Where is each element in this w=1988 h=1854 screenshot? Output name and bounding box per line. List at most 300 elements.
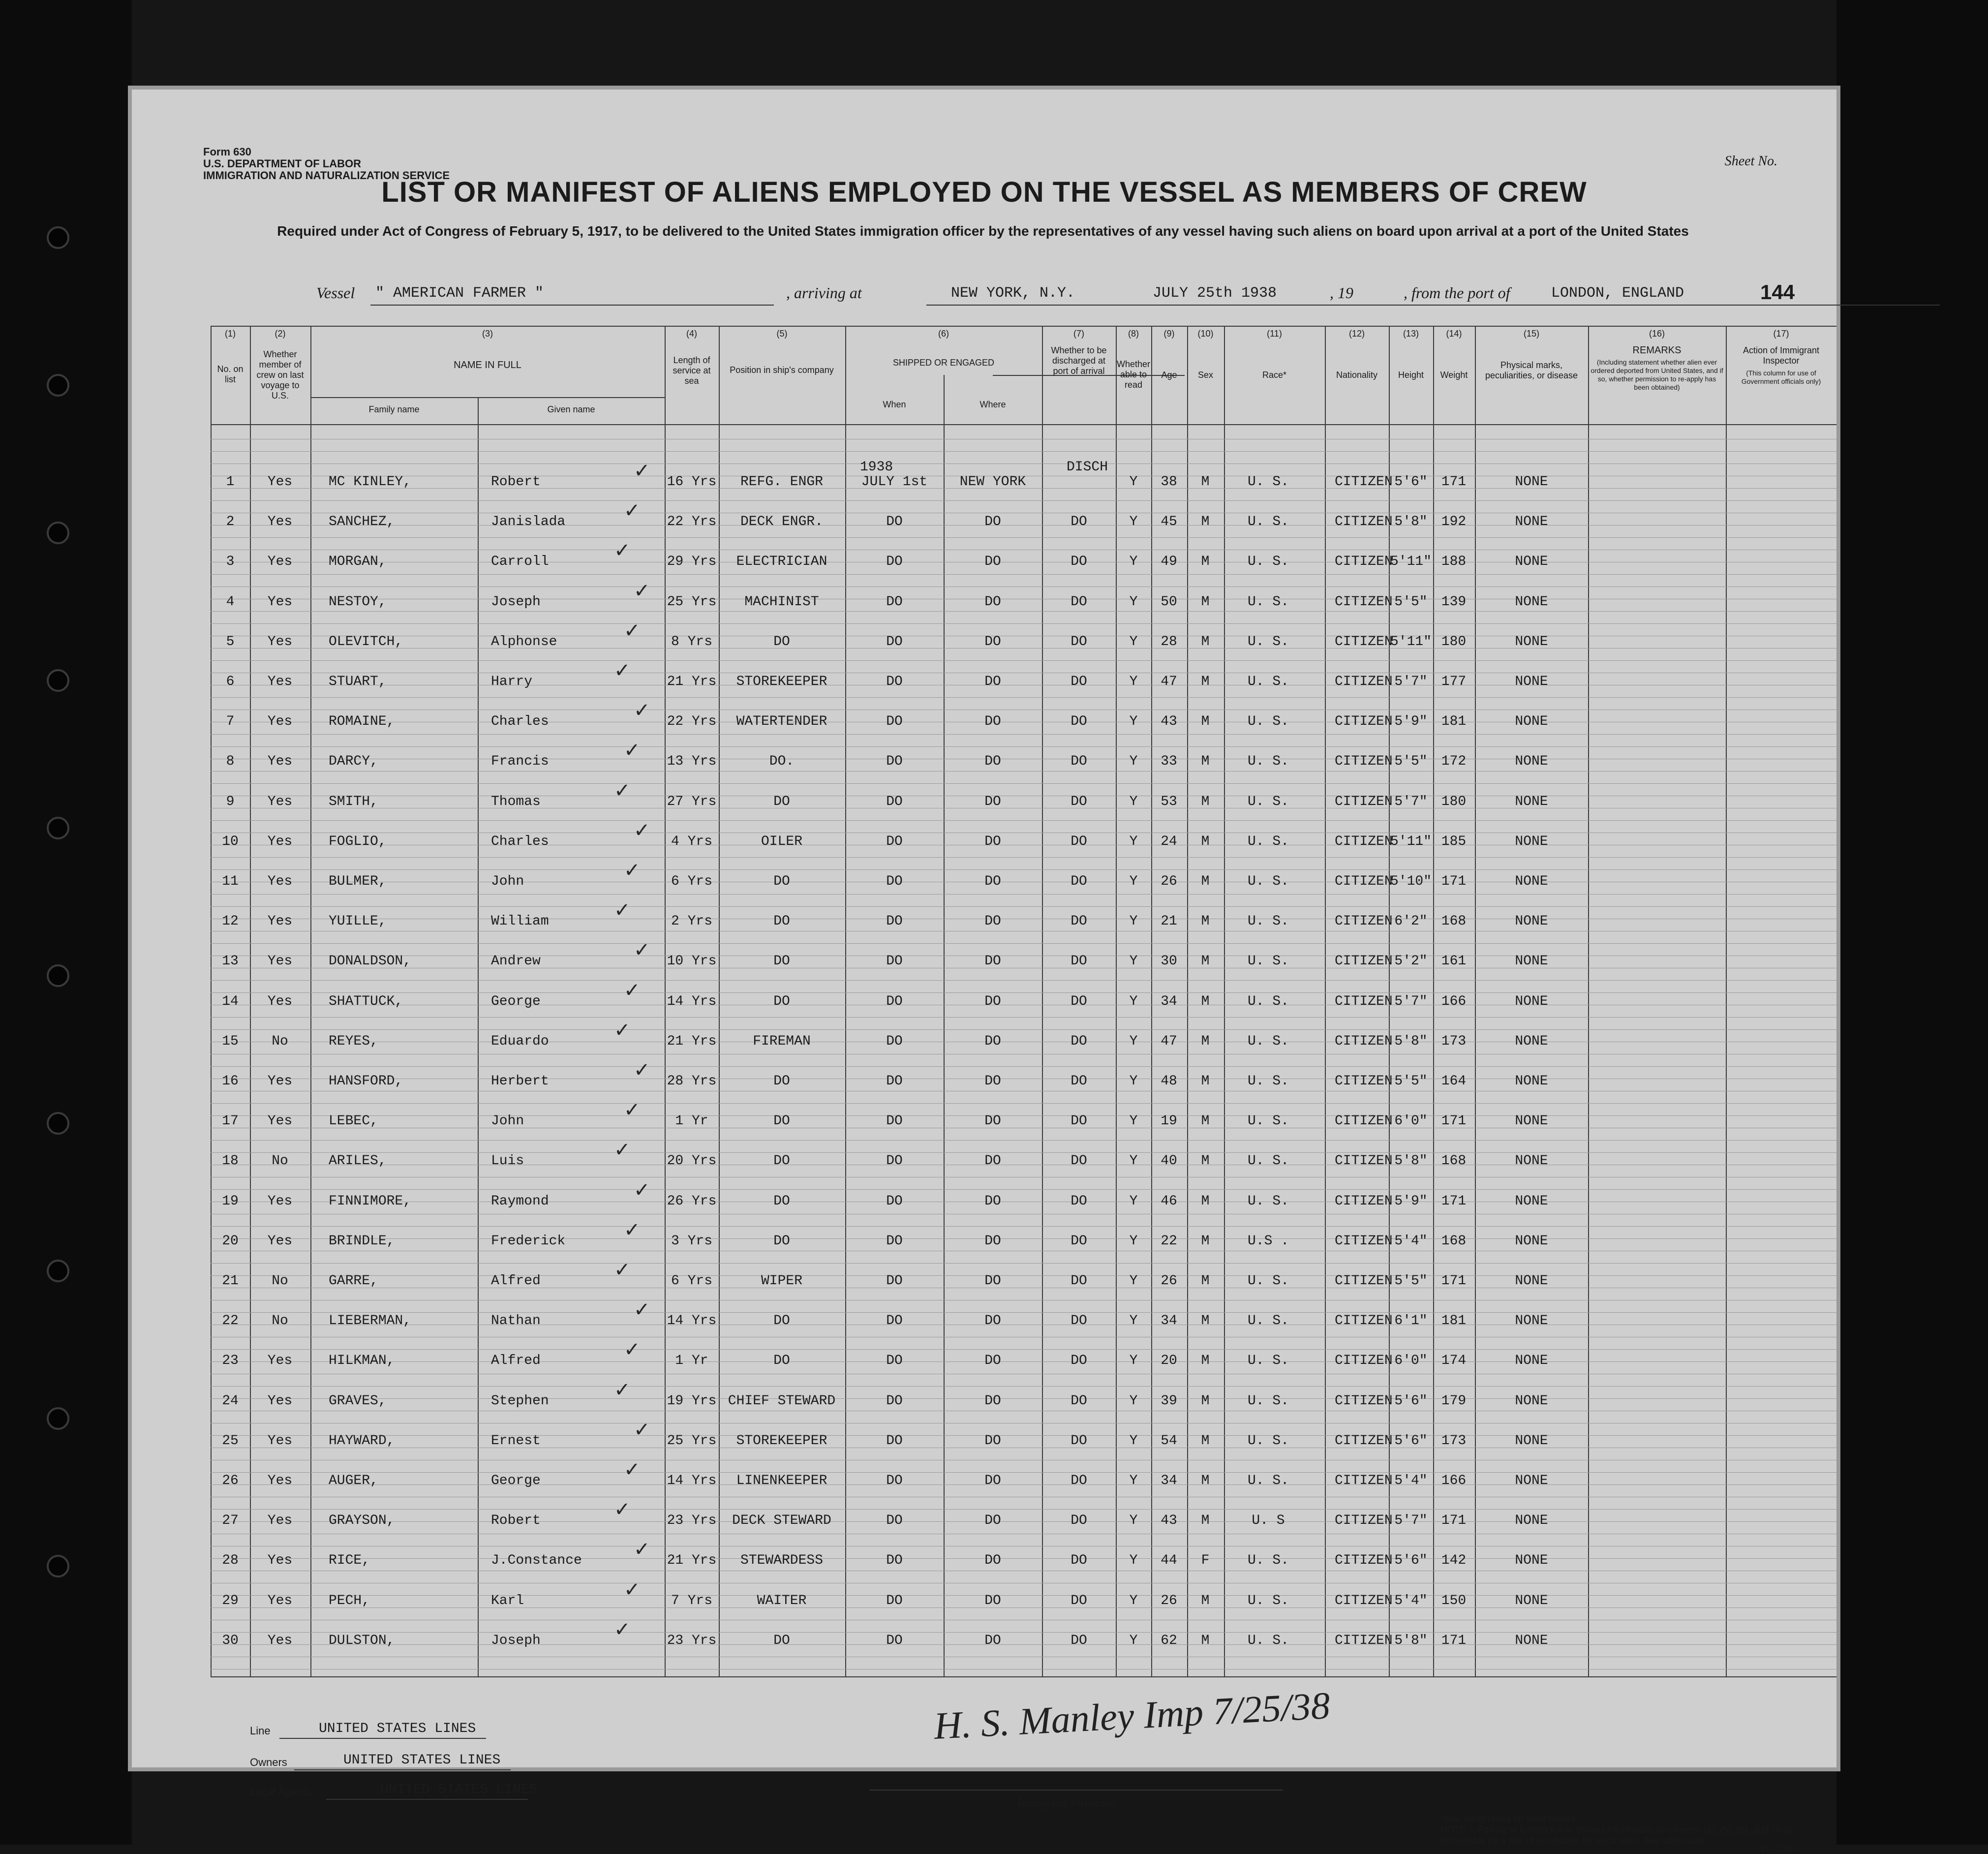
discharged-cell: DO <box>1070 834 1087 849</box>
row-number-cell: 30 <box>222 1633 239 1648</box>
last-voyage-cell: Yes <box>267 634 293 649</box>
given-name-cell: Karl <box>491 1593 524 1608</box>
position-cell: DO <box>773 1153 790 1169</box>
sex-cell: M <box>1201 834 1210 849</box>
header-position: Position in ship's company <box>730 365 834 375</box>
last-voyage-cell: No <box>272 1313 288 1329</box>
row-number-cell: 17 <box>222 1113 239 1129</box>
weight-cell: 171 <box>1441 1273 1467 1289</box>
race-cell: U. S. <box>1247 1393 1289 1409</box>
given-name-cell: Nathan <box>491 1313 541 1329</box>
last-voyage-cell: Yes <box>267 1473 293 1488</box>
shipped-when-cell: DO <box>886 1033 903 1049</box>
able-to-read-cell: Y <box>1129 1473 1138 1488</box>
shipped-when-cell: DO <box>886 1153 903 1169</box>
row-number-cell: 5 <box>226 634 235 649</box>
last-voyage-cell: No <box>272 1153 288 1169</box>
check-mark-icon: ✓ <box>634 1298 650 1322</box>
punch-hole <box>47 1112 69 1135</box>
header-where: Where <box>979 400 1006 409</box>
nationality-cell: CITIZEN <box>1335 954 1393 969</box>
weight-cell: 168 <box>1441 1233 1467 1249</box>
row-number-cell: 8 <box>226 754 235 770</box>
position-cell: DO. <box>769 754 795 770</box>
sex-cell: M <box>1201 514 1210 530</box>
ruled-line <box>211 1152 1836 1153</box>
position-cell: WAITER <box>757 1593 807 1608</box>
sex-cell: M <box>1201 914 1210 929</box>
length-service-cell: 2 Yrs <box>671 914 713 929</box>
family-name-cell: BULMER, <box>329 874 387 889</box>
agents-underline <box>326 1799 528 1800</box>
col-number: (1) <box>225 329 236 339</box>
age-cell: 45 <box>1161 514 1177 530</box>
table-row <box>211 1178 1836 1231</box>
nationality-cell: CITIZEN <box>1335 1313 1393 1329</box>
family-name-cell: MC KINLEY, <box>329 474 412 490</box>
able-to-read-cell: Y <box>1129 794 1138 809</box>
weight-cell: 168 <box>1441 914 1467 929</box>
table-row <box>211 1259 1836 1310</box>
race-cell: U. S. <box>1247 993 1289 1009</box>
arrival-underline <box>926 305 1940 306</box>
physical-marks-cell: NONE <box>1515 1393 1548 1409</box>
department-name: U.S. DEPARTMENT OF LABOR <box>203 157 362 170</box>
sex-cell: M <box>1201 1313 1210 1329</box>
discharged-cell: DO <box>1070 1193 1087 1209</box>
table-row <box>211 1059 1836 1111</box>
height-cell: 5'6" <box>1394 474 1428 490</box>
position-cell: DO <box>773 1074 790 1089</box>
row-number-cell: 28 <box>222 1553 239 1569</box>
last-voyage-cell: Yes <box>267 1353 293 1369</box>
position-cell: DECK STEWARD <box>732 1513 831 1529</box>
height-cell: 5'11" <box>1390 554 1432 570</box>
col-number: (13) <box>1403 329 1419 339</box>
weight-cell: 161 <box>1441 954 1467 969</box>
age-cell: 24 <box>1161 834 1177 849</box>
header-shipped-engaged: SHIPPED OR ENGAGED <box>892 358 995 368</box>
age-cell: 21 <box>1161 914 1177 929</box>
given-name-cell: Francis <box>491 754 549 770</box>
check-mark-icon: ✓ <box>634 939 650 962</box>
race-cell: U. S. <box>1247 834 1289 849</box>
header-when: When <box>883 400 906 409</box>
sex-cell: M <box>1201 714 1210 730</box>
race-cell: U. S. <box>1247 1313 1289 1329</box>
punch-hole <box>47 964 69 987</box>
arrival-date: JULY 25th 1938 <box>1153 285 1277 302</box>
physical-marks-cell: NONE <box>1515 634 1548 649</box>
shipped-where-cell: DO <box>984 674 1001 689</box>
discharged-cell: DO <box>1070 1033 1087 1049</box>
discharged-cell: DO <box>1070 674 1087 689</box>
position-cell: DO <box>773 1353 790 1369</box>
race-cell: U. S. <box>1247 1553 1289 1569</box>
shipped-where-cell: DO <box>984 794 1001 809</box>
table-row <box>211 619 1836 671</box>
able-to-read-cell: Y <box>1129 954 1138 969</box>
position-cell: STEWARDESS <box>740 1553 824 1569</box>
length-service-cell: 3 Yrs <box>671 1233 713 1249</box>
header-height: Height <box>1398 370 1424 380</box>
sex-cell: M <box>1201 634 1210 649</box>
position-cell: STOREKEEPER <box>736 1433 827 1449</box>
discharged-cell: DO <box>1070 914 1087 929</box>
shipped-when-cell: DO <box>886 1593 903 1608</box>
shipped-where-cell: DO <box>984 954 1001 969</box>
shipped-when-cell: DO <box>886 554 903 570</box>
family-name-cell: LIEBERMAN, <box>329 1313 412 1329</box>
check-mark-icon: ✓ <box>624 1218 641 1241</box>
discharged-cell: DO <box>1070 554 1087 570</box>
discharged-cell: DO <box>1070 993 1087 1009</box>
able-to-read-cell: Y <box>1129 554 1138 570</box>
nationality-cell: CITIZEN <box>1335 993 1393 1009</box>
discharged-cell: DO <box>1070 1473 1087 1488</box>
family-name-cell: STUART, <box>329 674 387 689</box>
nationality-cell: CITIZEN <box>1335 714 1393 730</box>
position-cell: STOREKEEPER <box>736 674 827 689</box>
length-service-cell: 21 Yrs <box>667 674 717 689</box>
position-cell: DO <box>773 1233 790 1249</box>
row-number-cell: 24 <box>222 1393 239 1409</box>
discharged-cell: DO <box>1070 1233 1087 1249</box>
weight-cell: 188 <box>1441 554 1467 570</box>
document-subtitle: Required under Act of Congress of February 5, 1917, to be delivered to the United States immigration officer by the representatives of any vessel having such aliens on board upon arrival at a port of the United States <box>277 223 1689 239</box>
last-voyage-cell: Yes <box>267 1074 293 1089</box>
last-voyage-cell: No <box>272 1273 288 1289</box>
able-to-read-cell: Y <box>1129 1593 1138 1608</box>
shipped-when-cell: DO <box>886 794 903 809</box>
film-border-right <box>1836 0 1988 1845</box>
last-voyage-cell: Yes <box>267 914 293 929</box>
position-cell: DO <box>773 914 790 929</box>
shipped-when-cell: DO <box>886 594 903 610</box>
given-name-cell: Charles <box>491 714 549 730</box>
position-cell: DO <box>773 874 790 889</box>
table-row <box>211 539 1836 591</box>
height-cell: 5'4" <box>1394 1593 1428 1608</box>
shipped-when-cell: DO <box>886 634 903 649</box>
sex-cell: M <box>1201 794 1210 809</box>
row-number-cell: 20 <box>222 1233 239 1249</box>
height-cell: 5'5" <box>1394 1273 1428 1289</box>
height-cell: 5'5" <box>1394 754 1428 770</box>
sex-cell: M <box>1201 874 1210 889</box>
discharged-cell: DO <box>1070 714 1087 730</box>
length-service-cell: 23 Yrs <box>667 1633 717 1648</box>
family-name-cell: RICE, <box>329 1553 370 1569</box>
position-cell: DO <box>773 634 790 649</box>
line-underline <box>279 1738 486 1739</box>
inspector-label: Immigrant Inspector. <box>1017 1797 1117 1810</box>
race-cell: U. S. <box>1247 634 1289 649</box>
height-cell: 5'7" <box>1394 794 1428 809</box>
table-bottom-rule <box>211 1676 1836 1677</box>
weight-cell: 181 <box>1441 714 1467 730</box>
table-row <box>211 1458 1836 1510</box>
arriving-label: , arriving at <box>786 284 862 302</box>
physical-marks-cell: NONE <box>1515 914 1548 929</box>
nationality-cell: CITIZEN <box>1335 1513 1393 1529</box>
nationality-cell: CITIZEN <box>1335 594 1393 610</box>
race-cell: U. S. <box>1247 1353 1289 1369</box>
col-number: (3) <box>482 329 493 339</box>
table-row <box>211 1578 1836 1630</box>
manifest-table <box>211 326 1836 1676</box>
discharge-note: DISCH <box>1067 460 1108 475</box>
shipped-where-cell: DO <box>984 1633 1001 1648</box>
length-service-cell: 25 Yrs <box>667 594 717 610</box>
check-mark-icon: ✓ <box>624 619 641 642</box>
given-name-cell: Alfred <box>491 1353 541 1369</box>
check-mark-icon: ✓ <box>614 1618 631 1641</box>
col-number: (10) <box>1197 329 1214 339</box>
shipped-when-cell: JULY 1st <box>861 474 928 490</box>
col-number: (8) <box>1128 329 1139 339</box>
punch-hole <box>47 374 69 397</box>
age-cell: 28 <box>1161 634 1177 649</box>
weight-cell: 168 <box>1441 1153 1467 1169</box>
ruled-line <box>211 1472 1836 1473</box>
sex-cell: M <box>1201 1074 1210 1089</box>
last-voyage-cell: Yes <box>267 954 293 969</box>
form-code: 14—1240 <box>1760 1845 1795 1854</box>
race-cell: U. S. <box>1247 914 1289 929</box>
check-mark-icon: ✓ <box>614 659 631 682</box>
row-number-cell: 18 <box>222 1153 239 1169</box>
discharged-cell: DO <box>1070 1153 1087 1169</box>
race-cell: U. S. <box>1247 874 1289 889</box>
document-title: LIST OR MANIFEST OF ALIENS EMPLOYED ON THE VESSEL AS MEMBERS OF CREW <box>381 176 1587 208</box>
sex-cell: M <box>1201 993 1210 1009</box>
age-cell: 47 <box>1161 674 1177 689</box>
form-number: Form 630 <box>203 146 251 158</box>
able-to-read-cell: Y <box>1129 914 1138 929</box>
weight-cell: 171 <box>1441 1113 1467 1129</box>
header-weight: Weight <box>1440 370 1468 380</box>
physical-marks-cell: NONE <box>1515 954 1548 969</box>
length-service-cell: 14 Yrs <box>667 993 717 1009</box>
height-cell: 5'9" <box>1394 1193 1428 1209</box>
ruled-line <box>211 451 1836 452</box>
table-row <box>211 859 1836 911</box>
sex-cell: M <box>1201 594 1210 610</box>
weight-cell: 177 <box>1441 674 1467 689</box>
shipped-when-cell: DO <box>886 1233 903 1249</box>
length-service-cell: 20 Yrs <box>667 1153 717 1169</box>
given-name-cell: Luis <box>491 1153 524 1169</box>
check-mark-icon: ✓ <box>634 819 650 842</box>
length-service-cell: 22 Yrs <box>667 714 717 730</box>
row-number-cell: 6 <box>226 674 235 689</box>
physical-marks-cell: NONE <box>1515 1193 1548 1209</box>
row-number-cell: 12 <box>222 914 239 929</box>
shipped-where-cell: DO <box>984 554 1001 570</box>
race-cell: U. S. <box>1247 1633 1289 1648</box>
physical-marks-cell: NONE <box>1515 1553 1548 1569</box>
shipped-where-cell: DO <box>984 874 1001 889</box>
shipped-when-cell: DO <box>886 1513 903 1529</box>
last-voyage-cell: Yes <box>267 1113 293 1129</box>
nationality-cell: CITIZEN <box>1335 874 1393 889</box>
shipped-when-cell: DO <box>886 1553 903 1569</box>
family-name-cell: LEBEC, <box>329 1113 378 1129</box>
table-row <box>211 1099 1836 1150</box>
able-to-read-cell: Y <box>1129 674 1138 689</box>
age-cell: 19 <box>1161 1113 1177 1129</box>
shipped-where-cell: DO <box>984 754 1001 770</box>
race-cell: U. S. <box>1247 474 1289 490</box>
last-voyage-cell: Yes <box>267 754 293 770</box>
shipped-when-cell: DO <box>886 674 903 689</box>
position-cell: CHIEF STEWARD <box>728 1393 836 1409</box>
family-name-cell: DONALDSON, <box>329 954 412 969</box>
last-voyage-cell: Yes <box>267 1193 293 1209</box>
given-name-cell: John <box>491 874 524 889</box>
family-name-cell: GRAVES, <box>329 1393 387 1409</box>
table-row <box>211 819 1836 871</box>
family-name-cell: HANSFORD, <box>329 1074 403 1089</box>
row-number-cell: 21 <box>222 1273 239 1289</box>
height-cell: 6'0" <box>1394 1353 1428 1369</box>
sheet-number-label: Sheet No. <box>1724 154 1777 169</box>
family-name-cell: DULSTON, <box>329 1633 395 1648</box>
able-to-read-cell: Y <box>1129 874 1138 889</box>
shipped-where-cell: DO <box>984 914 1001 929</box>
physical-marks-cell: NONE <box>1515 754 1548 770</box>
punch-hole <box>47 817 69 839</box>
race-cell: U. S. <box>1247 1433 1289 1449</box>
arriving-port: NEW YORK, N.Y. <box>951 285 1075 302</box>
check-mark-icon: ✓ <box>624 1578 641 1601</box>
discharged-cell: DO <box>1070 1273 1087 1289</box>
sex-cell: M <box>1201 1473 1210 1488</box>
check-mark-icon: ✓ <box>634 699 650 722</box>
shipped-where-cell: DO <box>984 1033 1001 1049</box>
from-port-label: , from the port of <box>1404 284 1510 302</box>
height-cell: 5'7" <box>1394 674 1428 689</box>
discharged-cell: DO <box>1070 1353 1087 1369</box>
col-number: (16) <box>1649 329 1665 339</box>
given-name-cell: Alfred <box>491 1273 541 1289</box>
punch-hole <box>47 669 69 692</box>
length-service-cell: 1 Yr <box>675 1353 708 1369</box>
height-cell: 5'9" <box>1394 714 1428 730</box>
shipped-where-cell: DO <box>984 1193 1001 1209</box>
nationality-cell: CITIZEN <box>1335 1473 1393 1488</box>
sex-cell: M <box>1201 554 1210 570</box>
last-voyage-cell: Yes <box>267 1433 293 1449</box>
check-mark-icon: ✓ <box>624 1458 641 1481</box>
shipped-where-cell: DO <box>984 1393 1001 1409</box>
age-cell: 33 <box>1161 754 1177 770</box>
given-name-cell: Eduardo <box>491 1033 549 1049</box>
given-name-cell: Stephen <box>491 1393 549 1409</box>
check-mark-icon: ✓ <box>634 1059 650 1082</box>
header-bottom-rule <box>211 424 1836 425</box>
given-name-cell: Joseph <box>491 594 541 610</box>
row-number-cell: 23 <box>222 1353 239 1369</box>
length-service-cell: 21 Yrs <box>667 1033 717 1049</box>
discharged-cell: DO <box>1070 634 1087 649</box>
header-able-to-read: Whether able to read <box>1117 359 1151 390</box>
position-cell: WATERTENDER <box>736 714 827 730</box>
family-name-cell: ROMAINE, <box>329 714 395 730</box>
nationality-cell: CITIZEN <box>1335 554 1393 570</box>
given-name-cell: Janislada <box>491 514 566 530</box>
last-voyage-cell: Yes <box>267 993 293 1009</box>
punch-hole <box>47 226 69 249</box>
header-last-voyage: Whether member of crew on last voyage to U.S. <box>256 349 304 401</box>
nationality-cell: CITIZEN <box>1335 754 1393 770</box>
race-cell: U. S <box>1252 1513 1285 1529</box>
age-cell: 34 <box>1161 993 1177 1009</box>
col-number: (6) <box>938 329 949 339</box>
weight-cell: 150 <box>1441 1593 1467 1608</box>
table-row <box>211 779 1836 831</box>
position-cell: WIPER <box>761 1273 803 1289</box>
header-no: No. on list <box>217 364 244 384</box>
shipped-where-cell: DO <box>984 1113 1001 1129</box>
last-voyage-cell: Yes <box>267 1553 293 1569</box>
row-number-cell: 25 <box>222 1433 239 1449</box>
weight-cell: 171 <box>1441 1193 1467 1209</box>
race-cell: U. S. <box>1247 954 1289 969</box>
able-to-read-cell: Y <box>1129 1113 1138 1129</box>
age-cell: 53 <box>1161 794 1177 809</box>
nationality-cell: CITIZEN <box>1335 1353 1393 1369</box>
race-cell: U. S. <box>1247 714 1289 730</box>
row-number-cell: 27 <box>222 1513 239 1529</box>
shipped-where-cell: DO <box>984 714 1001 730</box>
given-name-cell: George <box>491 1473 541 1488</box>
shipped-where-cell: DO <box>984 1074 1001 1089</box>
header-age: Age <box>1161 370 1177 380</box>
table-row <box>211 939 1836 990</box>
length-service-cell: 13 Yrs <box>667 754 717 770</box>
race-cell: U. S. <box>1247 1193 1289 1209</box>
nationality-cell: CITIZEN <box>1335 1113 1393 1129</box>
able-to-read-cell: Y <box>1129 1633 1138 1648</box>
height-cell: 5'6" <box>1394 1433 1428 1449</box>
last-voyage-cell: Yes <box>267 1633 293 1648</box>
height-cell: 5'11" <box>1390 834 1432 849</box>
race-cell: U. S. <box>1247 1273 1289 1289</box>
punch-hole <box>47 522 69 544</box>
sex-cell: M <box>1201 1113 1210 1129</box>
age-cell: 47 <box>1161 1033 1177 1049</box>
table-row <box>211 1139 1836 1190</box>
shipped-when-cell: DO <box>886 1313 903 1329</box>
shipped-when-cell: DO <box>886 714 903 730</box>
physical-marks-cell: NONE <box>1515 1513 1548 1529</box>
row-number-cell: 22 <box>222 1313 239 1329</box>
length-service-cell: 16 Yrs <box>667 474 717 490</box>
header-remarks: REMARKS <box>1632 345 1682 356</box>
nationality-cell: CITIZEN <box>1335 474 1393 490</box>
last-voyage-cell: Yes <box>267 874 293 889</box>
age-cell: 20 <box>1161 1353 1177 1369</box>
age-cell: 44 <box>1161 1553 1177 1569</box>
height-cell: 5'2" <box>1394 954 1428 969</box>
height-cell: 5'7" <box>1394 1513 1428 1529</box>
sex-cell: M <box>1201 1633 1210 1648</box>
physical-marks-cell: NONE <box>1515 1593 1548 1608</box>
race-cell: U. S. <box>1247 1113 1289 1129</box>
header-name-in-full: NAME IN FULL <box>454 360 521 371</box>
